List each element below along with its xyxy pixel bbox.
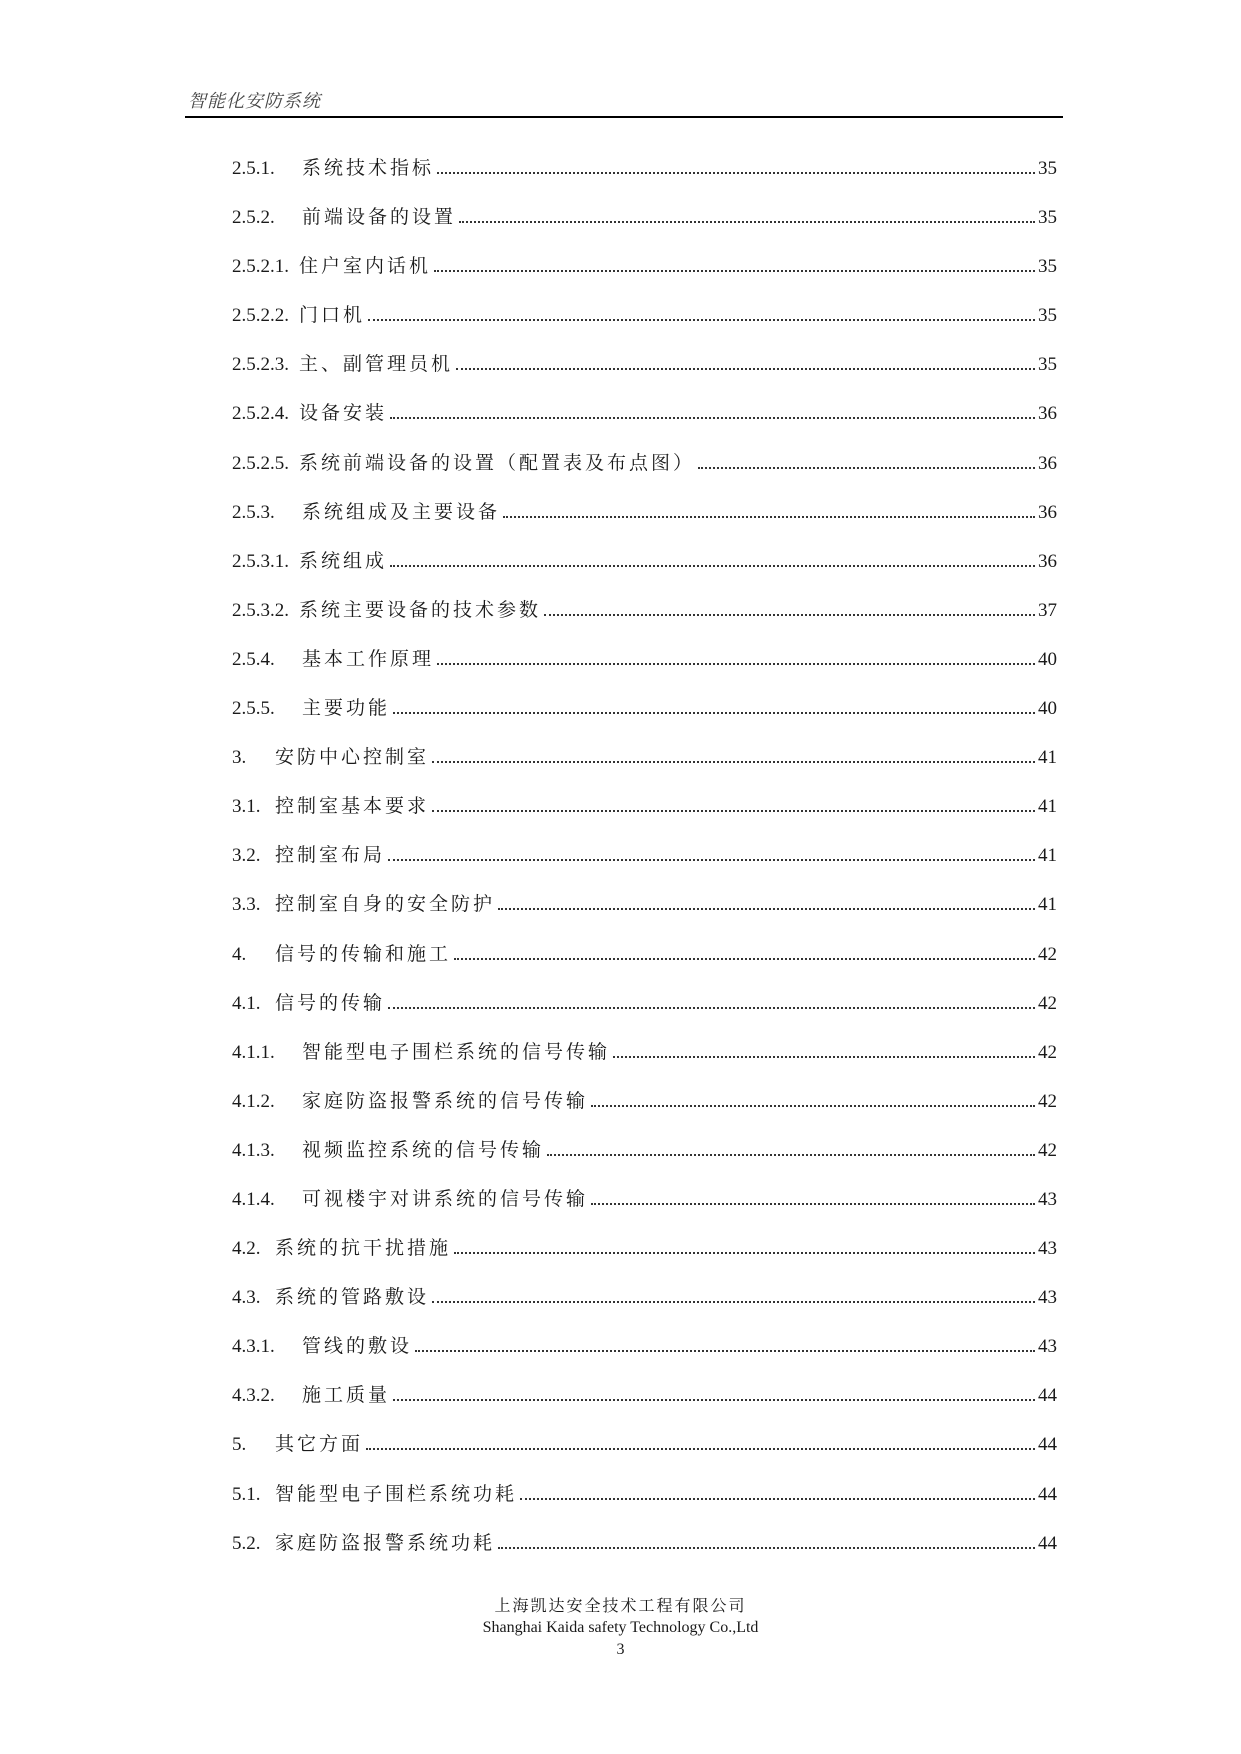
toc-entry-title: 智能型电子围栏系统功耗 bbox=[275, 1482, 518, 1505]
toc-entry-number: 2.5.2.5. bbox=[232, 452, 289, 474]
footer-company-cn: 上海凯达安全技术工程有限公司 bbox=[494, 1596, 747, 1615]
toc-entry-title: 系统的抗干扰措施 bbox=[275, 1237, 452, 1260]
toc-entry-title: 可视楼宇对讲系统的信号传输 bbox=[302, 1187, 589, 1210]
toc-entry-number: 2.5.2.4. bbox=[232, 403, 289, 425]
toc-dot-leader bbox=[415, 1349, 1035, 1352]
toc-entry-page: 35 bbox=[1038, 354, 1057, 376]
toc-entry-page: 42 bbox=[1038, 943, 1057, 965]
toc-dot-leader bbox=[454, 957, 1035, 960]
toc-entry-number: 3.3. bbox=[232, 894, 261, 916]
toc-entry-page: 40 bbox=[1038, 648, 1057, 670]
toc-entry-page: 40 bbox=[1038, 698, 1057, 720]
toc-entry-title: 控制室布局 bbox=[275, 844, 386, 867]
toc-entry-page: 37 bbox=[1038, 599, 1057, 621]
toc-entry[interactable] bbox=[232, 353, 1057, 402]
toc-entry[interactable] bbox=[232, 943, 1057, 992]
toc-entry[interactable] bbox=[232, 255, 1057, 304]
toc-entry-number: 3.2. bbox=[232, 845, 261, 867]
toc-entry-page: 42 bbox=[1038, 1090, 1057, 1112]
toc-entry[interactable] bbox=[232, 648, 1057, 697]
toc-entry-number: 2.5.2.2. bbox=[232, 305, 289, 327]
toc-dot-leader bbox=[498, 1546, 1035, 1549]
toc-entry-number: 5.1. bbox=[232, 1483, 261, 1505]
toc-entry-title: 信号的传输和施工 bbox=[275, 942, 452, 965]
toc-entry-page: 35 bbox=[1038, 305, 1057, 327]
toc-entry[interactable] bbox=[232, 697, 1057, 746]
toc-dot-leader bbox=[390, 564, 1035, 567]
toc-entry-title: 系统主要设备的技术参数 bbox=[299, 598, 542, 621]
toc-entry-number: 4.1.3. bbox=[232, 1139, 275, 1161]
toc-dot-leader bbox=[520, 1497, 1035, 1500]
toc-entry-title: 主、副管理员机 bbox=[299, 353, 454, 376]
toc-entry-number: 2.5.4. bbox=[232, 648, 275, 670]
toc-entry-page: 44 bbox=[1038, 1434, 1057, 1456]
toc-entry-number: 2.5.5. bbox=[232, 698, 275, 720]
toc-entry-page: 42 bbox=[1038, 1139, 1057, 1161]
toc-dot-leader bbox=[366, 1447, 1035, 1450]
toc-entry[interactable] bbox=[232, 550, 1057, 599]
toc-entry[interactable] bbox=[232, 992, 1057, 1041]
toc-entry[interactable] bbox=[232, 1139, 1057, 1188]
toc-entry-page: 35 bbox=[1038, 158, 1057, 179]
toc-entry-title: 门口机 bbox=[299, 304, 366, 327]
toc-entry-number: 4.1. bbox=[232, 992, 261, 1014]
toc-entry-page: 36 bbox=[1038, 550, 1057, 572]
toc-entry[interactable] bbox=[232, 1041, 1057, 1090]
toc-entry-page: 43 bbox=[1038, 1336, 1057, 1358]
toc-entry-page: 41 bbox=[1038, 894, 1057, 916]
toc-entry-number: 4. bbox=[232, 943, 247, 965]
toc-dot-leader bbox=[393, 1398, 1035, 1401]
toc-entry-page: 36 bbox=[1038, 403, 1057, 425]
toc-dot-leader bbox=[544, 613, 1035, 616]
toc-entry-number: 2.5.3.2. bbox=[232, 599, 289, 621]
toc-dot-leader bbox=[698, 466, 1035, 469]
toc-entry-title: 其它方面 bbox=[275, 1433, 364, 1456]
toc-entry-title: 基本工作原理 bbox=[302, 647, 435, 670]
toc-entry-title: 家庭防盗报警系统功耗 bbox=[275, 1531, 496, 1554]
toc-entry-title: 主要功能 bbox=[302, 697, 391, 720]
toc-entry[interactable] bbox=[232, 599, 1057, 648]
toc-dot-leader bbox=[388, 858, 1035, 861]
toc-entry-title: 系统组成及主要设备 bbox=[302, 500, 501, 523]
toc-entry[interactable] bbox=[232, 746, 1057, 795]
toc-dot-leader bbox=[432, 1300, 1035, 1303]
toc-entry-page: 44 bbox=[1038, 1532, 1057, 1554]
toc-entry[interactable] bbox=[232, 1090, 1057, 1139]
toc-entry-page: 41 bbox=[1038, 796, 1057, 818]
table-of-contents bbox=[232, 157, 1057, 1581]
toc-entry[interactable] bbox=[232, 1286, 1057, 1335]
toc-entry-title: 住户室内话机 bbox=[299, 255, 432, 278]
toc-dot-leader bbox=[432, 809, 1035, 812]
footer-company-en: Shanghai Kaida safety Technology Co.,Ltd bbox=[482, 1619, 759, 1636]
toc-entry-title: 智能型电子围栏系统的信号传输 bbox=[302, 1040, 611, 1063]
toc-entry-number: 3.1. bbox=[232, 796, 261, 818]
toc-dot-leader bbox=[368, 318, 1035, 321]
toc-dot-leader bbox=[432, 760, 1035, 763]
toc-entry-title: 施工质量 bbox=[302, 1384, 391, 1407]
toc-entry-title: 管线的敷设 bbox=[302, 1335, 413, 1358]
toc-dot-leader bbox=[437, 662, 1035, 665]
toc-dot-leader bbox=[498, 907, 1035, 910]
toc-entry-number: 2.5.1. bbox=[232, 158, 275, 179]
toc-entry-title: 视频监控系统的信号传输 bbox=[302, 1138, 545, 1161]
toc-entry-number: 2.5.3.1. bbox=[232, 550, 289, 572]
toc-entry-number: 4.1.1. bbox=[232, 1041, 275, 1063]
toc-entry-number: 4.1.4. bbox=[232, 1188, 275, 1210]
toc-entry-page: 41 bbox=[1038, 747, 1057, 769]
toc-entry-number: 2.5.3. bbox=[232, 501, 275, 523]
toc-entry-page: 42 bbox=[1038, 1041, 1057, 1063]
toc-entry-title: 系统技术指标 bbox=[302, 157, 435, 179]
toc-entry-number: 5.2. bbox=[232, 1532, 261, 1554]
toc-entry-number: 5. bbox=[232, 1434, 247, 1456]
toc-dot-leader bbox=[547, 1153, 1035, 1156]
toc-entry-number: 4.2. bbox=[232, 1238, 261, 1260]
toc-entry[interactable] bbox=[232, 1384, 1057, 1433]
header-title: 智能化安防系统 bbox=[188, 91, 321, 112]
toc-entry-page: 43 bbox=[1038, 1238, 1057, 1260]
toc-entry-number: 3. bbox=[232, 747, 247, 769]
toc-entry[interactable] bbox=[232, 501, 1057, 550]
toc-entry-number: 4.3. bbox=[232, 1287, 261, 1309]
toc-entry[interactable] bbox=[232, 206, 1057, 255]
page-footer bbox=[0, 1595, 1241, 1661]
toc-dot-leader bbox=[393, 711, 1035, 714]
toc-entry-title: 家庭防盗报警系统的信号传输 bbox=[302, 1089, 589, 1112]
toc-entry-page: 35 bbox=[1038, 207, 1057, 229]
toc-entry[interactable] bbox=[232, 795, 1057, 844]
toc-entry[interactable] bbox=[232, 1335, 1057, 1384]
toc-dot-leader bbox=[456, 367, 1035, 370]
page-header bbox=[185, 86, 1063, 118]
toc-dot-leader bbox=[434, 269, 1035, 272]
toc-entry[interactable] bbox=[232, 1532, 1057, 1581]
toc-entry-title: 系统组成 bbox=[299, 549, 388, 572]
toc-entry-page: 43 bbox=[1038, 1287, 1057, 1309]
toc-entry-page: 44 bbox=[1038, 1385, 1057, 1407]
toc-entry[interactable] bbox=[232, 304, 1057, 353]
toc-entry-page: 43 bbox=[1038, 1188, 1057, 1210]
toc-entry-title: 控制室自身的安全防护 bbox=[275, 893, 496, 916]
toc-entry-number: 2.5.2.3. bbox=[232, 354, 289, 376]
toc-entry-page: 41 bbox=[1038, 845, 1057, 867]
toc-entry-number: 4.1.2. bbox=[232, 1090, 275, 1112]
toc-dot-leader bbox=[591, 1202, 1035, 1205]
toc-entry-number: 2.5.2.1. bbox=[232, 256, 289, 278]
toc-entry[interactable] bbox=[232, 1237, 1057, 1286]
toc-entry-page: 36 bbox=[1038, 501, 1057, 523]
toc-entry-title: 设备安装 bbox=[299, 402, 388, 425]
toc-entry-page: 36 bbox=[1038, 452, 1057, 474]
toc-entry[interactable] bbox=[232, 1433, 1057, 1482]
toc-entry-number: 4.3.1. bbox=[232, 1336, 275, 1358]
toc-dot-leader bbox=[390, 416, 1035, 419]
toc-entry-title: 安防中心控制室 bbox=[275, 746, 430, 769]
toc-dot-leader bbox=[454, 1251, 1035, 1254]
toc-entry-title: 控制室基本要求 bbox=[275, 795, 430, 818]
toc-entry[interactable] bbox=[232, 893, 1057, 942]
toc-dot-leader bbox=[459, 220, 1035, 223]
toc-entry[interactable] bbox=[232, 1483, 1057, 1532]
toc-entry-page: 42 bbox=[1038, 992, 1057, 1014]
toc-dot-leader bbox=[437, 171, 1035, 174]
toc-entry-title: 信号的传输 bbox=[275, 991, 386, 1014]
toc-entry[interactable] bbox=[232, 844, 1057, 893]
toc-entry-number: 2.5.2. bbox=[232, 207, 275, 229]
toc-dot-leader bbox=[388, 1006, 1035, 1009]
toc-entry-page: 44 bbox=[1038, 1483, 1057, 1505]
footer-page-number: 3 bbox=[616, 1641, 625, 1658]
toc-entry-number: 4.3.2. bbox=[232, 1385, 275, 1407]
toc-dot-leader bbox=[613, 1055, 1035, 1058]
toc-entry[interactable] bbox=[232, 402, 1057, 451]
toc-entry[interactable] bbox=[232, 157, 1057, 206]
toc-dot-leader bbox=[503, 515, 1035, 518]
toc-entry-title: 前端设备的设置 bbox=[302, 206, 457, 229]
toc-entry-title: 系统的管路敷设 bbox=[275, 1286, 430, 1309]
toc-entry-title: 系统前端设备的设置（配置表及布点图） bbox=[299, 451, 696, 474]
toc-entry[interactable] bbox=[232, 452, 1057, 501]
toc-dot-leader bbox=[591, 1104, 1035, 1107]
toc-entry-page: 35 bbox=[1038, 256, 1057, 278]
toc-entry[interactable] bbox=[232, 1188, 1057, 1237]
